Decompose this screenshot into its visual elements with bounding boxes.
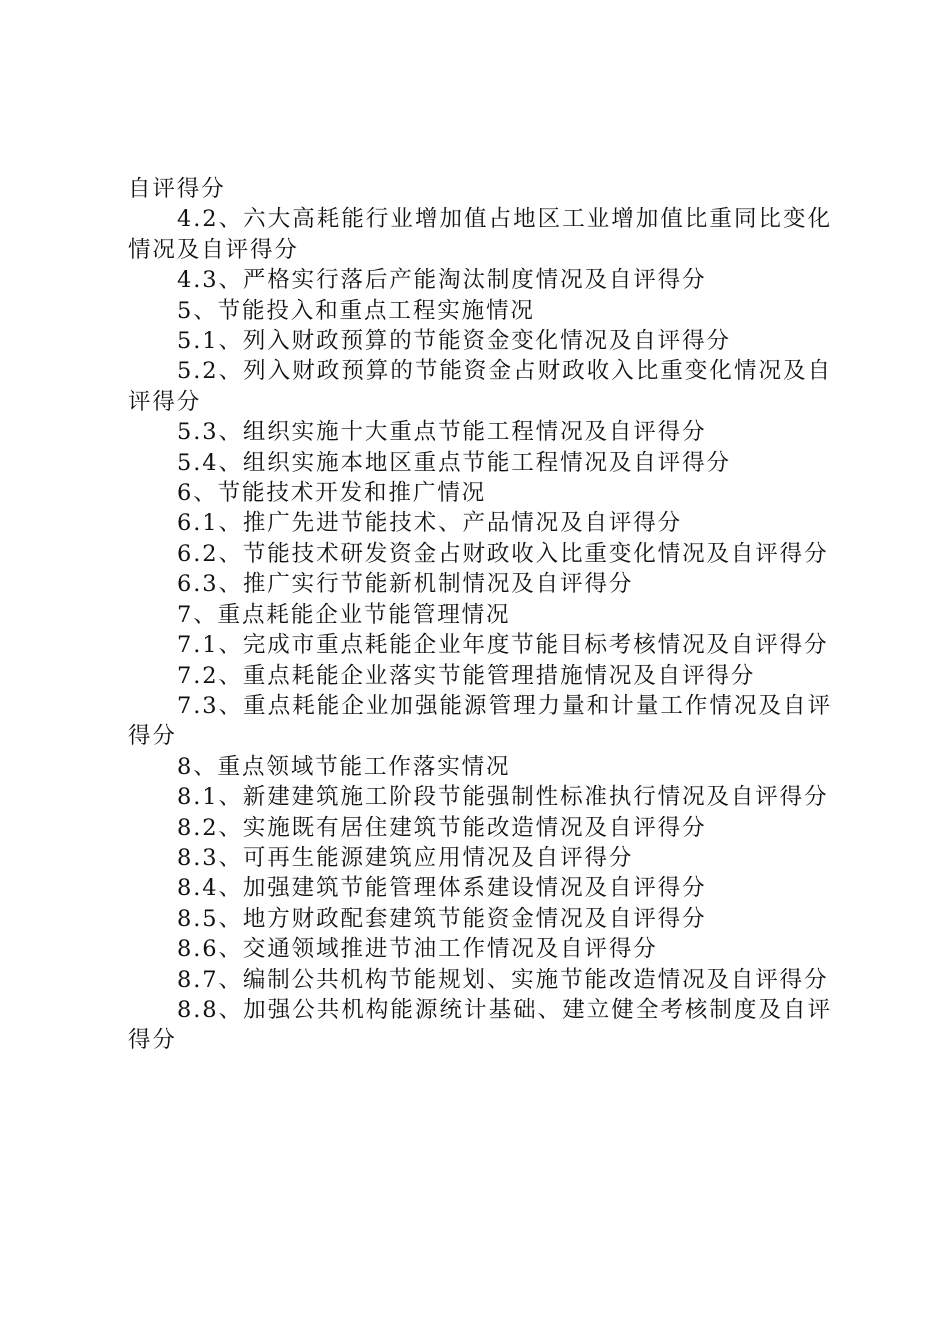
paragraph-7: 5.3、组织实施十大重点节能工程情况及自评得分 [177, 419, 707, 446]
paragraph-6: 5.2、列入财政预算的节能资金占财政收入比重变化情况及自评得分 [128, 358, 832, 415]
paragraph-24: 8.7、编制公共机构节能规划、实施节能改造情况及自评得分 [177, 966, 829, 993]
paragraph-22: 8.5、地方财政配套建筑节能资金情况及自评得分 [177, 905, 707, 932]
paragraph-8: 5.4、组织实施本地区重点节能工程情况及自评得分 [177, 449, 731, 476]
paragraph-21: 8.4、加强建筑节能管理体系建设情况及自评得分 [177, 875, 707, 902]
paragraph-16: 7.3、重点耗能企业加强能源管理力量和计量工作情况及自评得分 [128, 692, 832, 750]
paragraph-3: 4.3、严格实行落后产能淘汰制度情况及自评得分 [177, 267, 707, 294]
paragraph-20: 8.3、可再生能源建筑应用情况及自评得分 [177, 844, 634, 871]
paragraph-19: 8.2、实施既有居住建筑节能改造情况及自评得分 [177, 814, 707, 841]
paragraph-2: 4.2、六大高耗能行业增加值占地区工业增加值比重同比变化情况及自评得分 [128, 206, 832, 263]
paragraph-25: 8.8、加强公共机构能源统计基础、建立健全考核制度及自评得分 [128, 996, 832, 1054]
paragraph-15: 7.2、重点耗能企业落实节能管理措施情况及自评得分 [177, 662, 756, 689]
paragraph-14: 7.1、完成市重点耗能企业年度节能目标考核情况及自评得分 [177, 632, 829, 659]
section-heading-7: 7、重点耗能企业节能管理情况 [177, 601, 511, 628]
paragraph-23: 8.6、交通领域推进节油工作情况及自评得分 [177, 936, 658, 963]
paragraph-18: 8.1、新建建筑施工阶段节能强制性标准执行情况及自评得分 [177, 784, 829, 811]
section-heading-5: 5、节能投入和重点工程实施情况 [177, 297, 535, 324]
paragraph-1: 自评得分 [128, 176, 226, 202]
paragraph-11: 6.2、节能技术研发资金占财政收入比重变化情况及自评得分 [177, 540, 829, 567]
paragraph-5: 5.1、列入财政预算的节能资金变化情况及自评得分 [177, 328, 731, 355]
section-heading-6: 6、节能技术开发和推广情况 [177, 480, 487, 507]
paragraph-10: 6.1、推广先进节能技术、产品情况及自评得分 [177, 510, 683, 537]
paragraph-12: 6.3、推广实行节能新机制情况及自评得分 [177, 571, 634, 598]
section-heading-8: 8、重点领域节能工作落实情况 [177, 753, 511, 780]
document-body [128, 174, 832, 1056]
